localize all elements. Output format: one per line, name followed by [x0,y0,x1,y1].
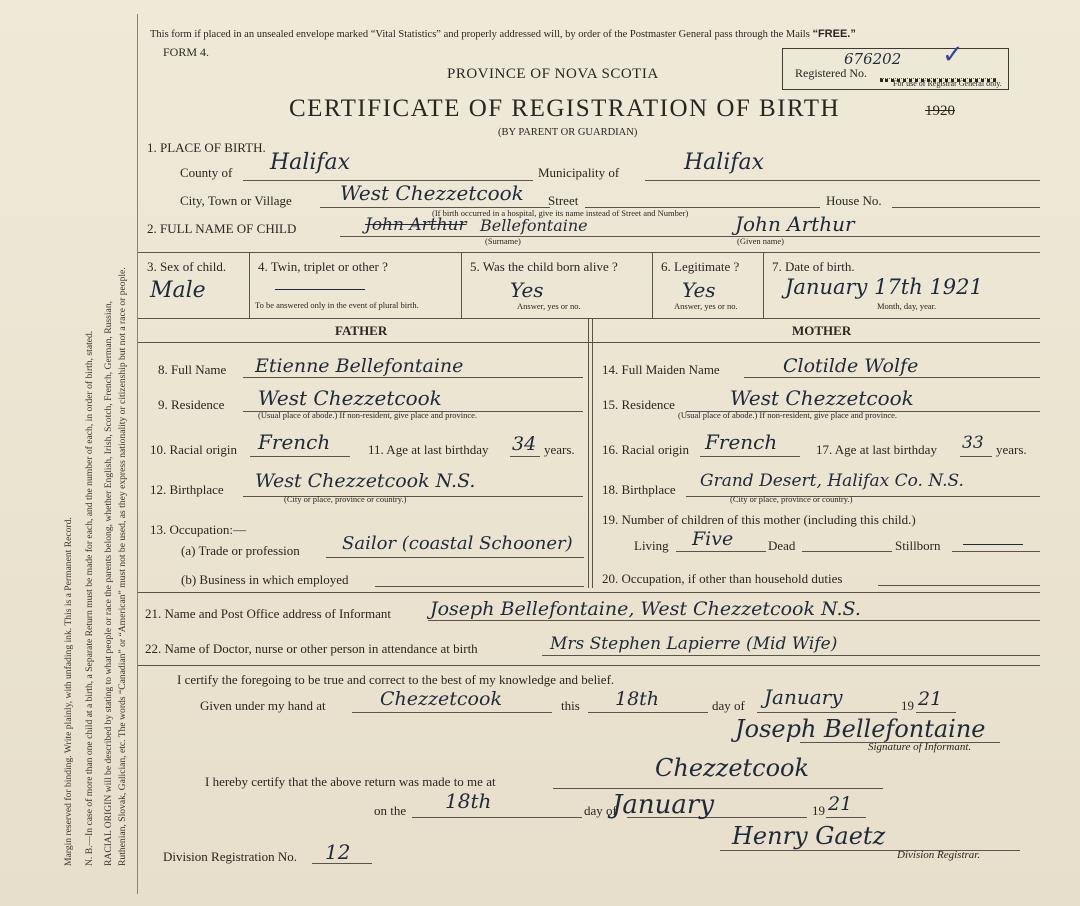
row-divider-4 [763,252,764,318]
racial-origin-note-2: Ruthenian, Slovak, Galician, etc. The words “Canadian” or “American” must not be used, as they express nationality or citizenship but not a race or people. [117,267,128,866]
dob-label: 7. Date of birth. [772,259,855,274]
registrar-month-value: January [612,790,715,820]
on-the-label: on the [374,803,407,818]
registered-no-value: 676202 [844,50,902,68]
twin-value-dash [275,289,365,290]
this-value: 18th [615,688,660,710]
certify-top-line [138,665,1040,666]
parents-bottom-line [138,592,1040,593]
father-race-value: French [258,430,331,454]
parents-divider-2 [592,318,593,588]
father-years: years. [544,442,575,457]
row-divider-2 [461,252,462,318]
registrar-year-print: 19 [812,803,825,818]
certify-month-value: January [764,685,843,709]
mother-residence-value: West Chezzetcook [730,386,914,410]
mail-notice [150,28,856,40]
registrar-place-line [553,788,883,789]
mother-birthplace-label: 18. Birthplace [602,482,676,497]
registered-no-note: For use of Registrar General only. [893,79,1002,88]
mother-name-label: 14. Full Maiden Name [602,362,720,377]
informant-signature-label: Signature of Informant. [868,741,972,753]
check-mark-icon: ✓ [942,40,964,70]
house-line [892,207,1040,208]
subtitle: (BY PARENT OR GUARDIAN) [498,127,638,138]
alive-label: 5. Was the child born alive ? [470,259,618,274]
informant-signature: Joseph Bellefontaine [735,715,986,743]
twin-note: To be answered only in the event of plural birth. [255,300,419,310]
mail-notice-free: “FREE.” [812,28,856,40]
given-place-value: Chezzetcook [380,688,502,710]
dob-value: January 17th 1921 [785,275,983,299]
father-birthplace-note: (City or place, province or country.) [284,494,407,504]
father-age-label: 11. Age at last birthday [368,442,489,457]
certify-month-line [757,712,897,713]
father-trade-line [326,557,584,558]
father-trade-label: (a) Trade or profession [181,543,300,558]
father-name-label: 8. Full Name [158,362,227,377]
certify-year-line [916,712,956,713]
printed-year: 1920 [925,103,955,119]
certify-statement: I certify the foregoing to be true and correct to the best of my knowledge and belief. [177,672,615,687]
mother-abode-note: (Usual place of abode.) If non-resident, give place and province. [678,410,898,420]
page-title: CERTIFICATE OF REGISTRATION OF BIRTH [289,95,841,122]
dead-label: Dead [768,538,796,553]
twin-label: 4. Twin, triplet or other ? [258,259,388,274]
county-label: County of [180,165,233,180]
struck-name: John Arthur [365,215,467,235]
registrar-year-line [826,817,866,818]
mother-heading: MOTHER [792,323,852,338]
mother-occupation-line [878,585,1040,586]
plural-birth-note: N. B.—In case of more than one child at a birth, a Separate Return must be made for each, and the number of each, in order of birth, stated. [84,330,95,866]
father-age-line [510,456,540,457]
father-name-line [243,377,583,378]
mother-birthplace-note: (City or place, province or country.) [730,494,853,504]
parents-heading-line [138,342,1040,343]
father-heading: FATHER [335,323,388,338]
county-value: Halifax [270,150,351,175]
this-label: this [561,698,580,713]
registered-no-label: Registered No. [795,66,867,80]
alive-value: Yes [510,278,544,302]
parents-divider [588,318,589,588]
legitimate-value: Yes [682,278,716,302]
legitimate-note: Answer, yes or no. [674,301,738,311]
living-line [676,551,766,552]
informant-line [428,620,1040,621]
registrar-signature: Henry Gaetz [732,822,886,850]
alive-note: Answer, yes or no. [517,301,581,311]
stillborn-value-dash [963,544,1023,545]
mother-age-label: 17. Age at last birthday [816,442,937,457]
living-label: Living [634,538,669,553]
father-business-label: (b) Business in which employed [181,572,349,587]
mother-race-line [700,456,800,457]
certify-year-value: 21 [918,688,943,710]
father-trade-value: Sailor (coastal Schooner) [342,533,573,554]
sex-label: 3. Sex of child. [147,259,227,274]
given-label: Given under my hand at [200,698,326,713]
sex-value: Male [150,278,206,303]
division-registration-value: 12 [325,840,351,864]
child-given-name: John Arthur [735,212,855,236]
city-value: West Chezzetcook [340,181,524,205]
form-number: FORM 4. [163,45,210,59]
attendant-label: 22. Name of Doctor, nurse or other person in attendance at birth [145,641,478,656]
mother-age-line [960,456,992,457]
father-business-line [375,586,584,587]
father-birthplace-label: 12. Birthplace [150,482,224,497]
living-value: Five [692,528,734,550]
place-heading: 1. PLACE OF BIRTH. [147,140,266,155]
registrar-day-of-label: day of [584,803,617,818]
municipality-value: Halifax [684,150,765,175]
mother-occupation-label: 20. Occupation, if other than household duties [602,571,843,586]
row-divider-3 [652,252,653,318]
certify-year-print: 19 [901,698,914,713]
father-race-label: 10. Racial origin [150,442,238,457]
children-count-label: 19. Number of children of this mother (including this child.) [602,512,916,527]
attendant-value: Mrs Stephen Lapierre (Mid Wife) [550,634,838,654]
registrar-year-value: 21 [828,793,853,815]
child-surname: Bellefontaine [480,216,588,235]
dob-note: Month, day, year. [877,301,937,311]
registrar-day-value: 18th [445,789,492,813]
mother-name-line [744,377,1040,378]
mother-birthplace-value: Grand Desert, Halifax Co. N.S. [700,471,964,491]
mother-residence-label: 15. Residence [602,397,675,412]
informant-label: 21. Name and Post Office address of Informant [145,606,391,621]
child-name-line [340,236,1040,237]
registrar-place-value: Chezzetcook [655,754,810,782]
this-line [588,712,708,713]
registrar-day-line [412,817,582,818]
mother-years: years. [996,442,1027,457]
binding-margin-line [137,14,138,894]
given-place-line [352,712,552,713]
division-registration-label: Division Registration No. [163,849,297,864]
registrar-signature-label: Division Registrar. [897,849,981,861]
province-heading: PROVINCE OF NOVA SCOTIA [447,66,659,82]
registrar-statement: I hereby certify that the above return was made to me at [205,774,496,789]
house-label: House No. [826,193,882,208]
father-abode-note: (Usual place of abode.) If non-resident, give place and province. [258,410,478,420]
mother-race-label: 16. Racial origin [602,442,690,457]
given-note: (Given name) [737,236,784,246]
binding-note: Margin reserved for binding. Write plainly, with unfading ink. This is a Permanent Record. [63,517,74,866]
city-label: City, Town or Village [180,193,292,208]
father-name-value: Etienne Bellefontaine [255,355,464,377]
municipality-label: Municipality of [538,165,620,180]
certify-day-of-label: day of [712,698,745,713]
stillborn-label: Stillborn [895,538,941,553]
mail-notice-text: This form if placed in an unsealed envelope marked “Vital Statistics” and properly addressed will, by order of the Postmaster General pass through the Mails [150,29,810,40]
row-bottom-line [138,318,1040,319]
father-race-line [250,456,350,457]
father-residence-label: 9. Residence [158,397,225,412]
row-divider-1 [249,252,250,318]
attendant-line [542,655,1040,656]
legitimate-label: 6. Legitimate ? [661,259,740,274]
father-residence-value: West Chezzetcook [258,386,442,410]
dead-line [802,551,892,552]
informant-value: Joseph Bellefontaine, West Chezzetcook N.S. [430,598,861,620]
mother-name-value: Clotilde Wolfe [783,355,919,377]
mother-age-value: 33 [962,433,984,453]
municipality-line [645,180,1040,181]
hospital-note: (If birth occurred in a hospital, give its name instead of Street and Number) [432,208,689,218]
mother-race-value: French [705,430,778,454]
father-age-value: 34 [512,433,537,455]
surname-note: (Surname) [485,236,521,246]
child-name-label: 2. FULL NAME OF CHILD [147,221,297,236]
row-top-line [138,252,1040,253]
father-birthplace-value: West Chezzetcook N.S. [255,470,476,492]
father-occupation-label: 13. Occupation:— [150,522,247,537]
racial-origin-note: RACIAL ORIGIN will be described by stating to what people or race the parents belong, whether English, Irish, Scotch, French, German, Russian, [103,300,114,866]
stillborn-line [952,551,1040,552]
street-label: Street [548,193,579,208]
